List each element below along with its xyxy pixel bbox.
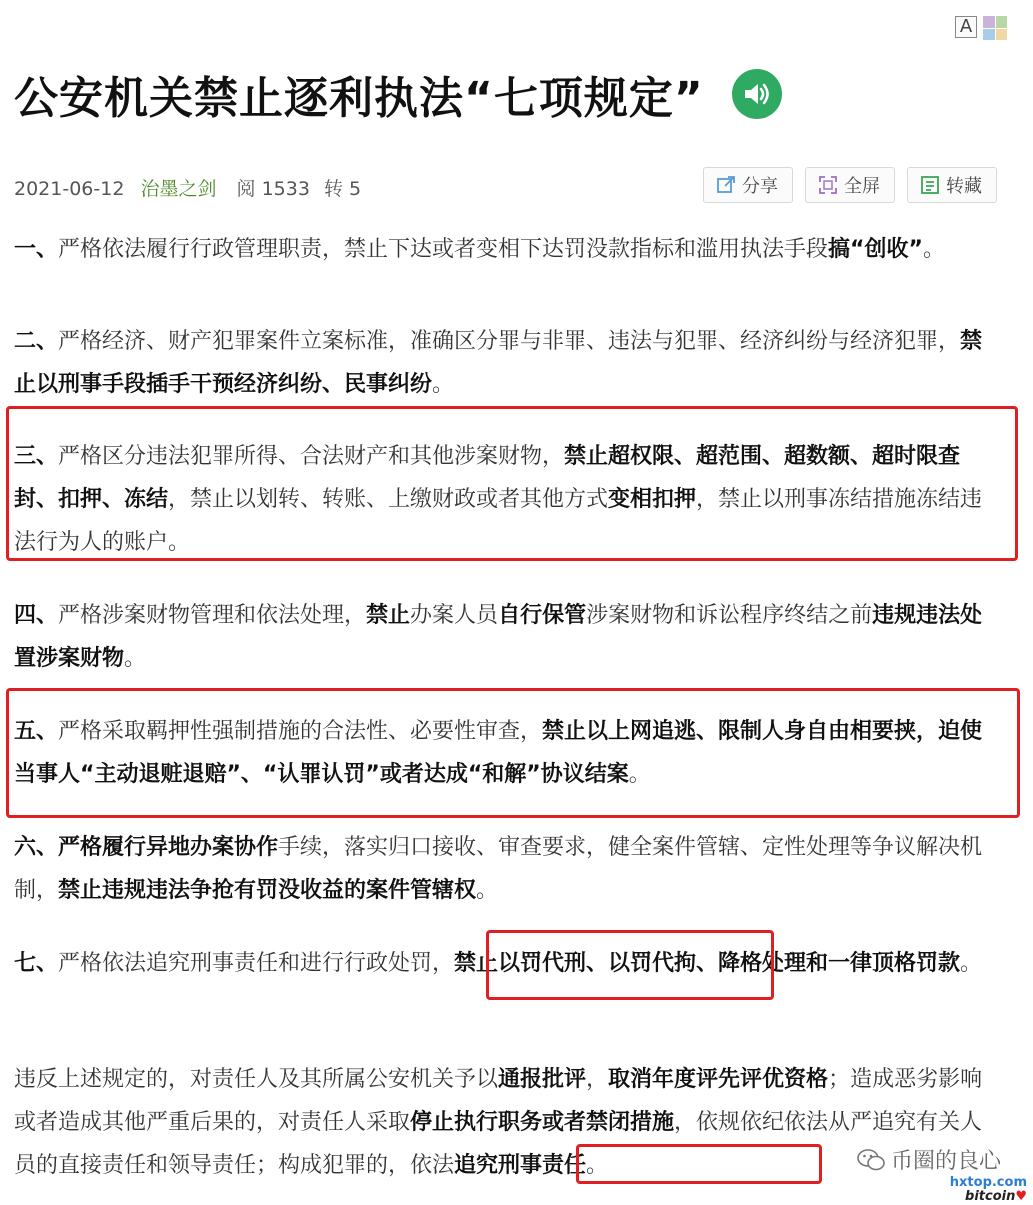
title-row — [14, 62, 782, 126]
reader-tools — [955, 16, 1007, 40]
fullscreen-button[interactable] — [805, 167, 895, 203]
rule-number: 六、 — [14, 835, 59, 860]
penalty-text: 违反上述规定的，对责任人及其所属公安机关予以 — [14, 1067, 499, 1092]
penalty-emphasis: 追究刑事责任 — [454, 1153, 587, 1178]
rule-text: 办案人员 — [410, 603, 499, 628]
author-link[interactable]: 治墨之剑 — [140, 178, 217, 200]
rule-emphasis: 禁止以刑事手段插手干预经济纠纷、民事纠纷 — [14, 329, 983, 397]
font-size-icon[interactable]: A — [955, 16, 977, 38]
penalty-text: ， — [586, 1067, 609, 1092]
rule-text: 。 — [476, 878, 499, 903]
rule-emphasis: 搞“创收” — [828, 237, 923, 262]
rule-emphasis: 违规违法处置涉案财物 — [14, 603, 983, 671]
watermark-tag: bitcoin — [965, 1189, 1016, 1204]
color-theme-icon[interactable] — [983, 16, 1007, 40]
rule-text: 。 — [432, 372, 455, 397]
highlight-box — [6, 688, 1020, 818]
collect-label: 转藏 — [946, 176, 982, 197]
penalty-text: 。 — [586, 1153, 609, 1178]
rule-number: 七、 — [14, 951, 59, 976]
penalty-emphasis: 停止执行职务或者禁闭措施 — [410, 1110, 675, 1135]
rule-2 — [14, 320, 1004, 406]
penalty-emphasis: 取消年度评先评优资格 — [608, 1067, 829, 1092]
fullscreen-label: 全屏 — [844, 176, 880, 197]
rule-text: 。 — [922, 237, 945, 262]
rule-number: 二、 — [14, 329, 59, 354]
fullscreen-icon — [818, 175, 838, 195]
speaker-icon[interactable] — [732, 69, 782, 119]
rule-number: 四、 — [14, 603, 59, 628]
collect-button[interactable] — [907, 167, 997, 203]
penalty-text: ；造成恶劣影响或者造成其他严重后果的，对责任人采取 — [14, 1067, 983, 1135]
rule-text: 涉案财物和诉讼程序终结之前 — [586, 603, 873, 628]
post-date: 2021-06-12 — [14, 178, 125, 200]
rule-emphasis: 禁止以罚代刑、以罚代拘、降格处理和一律顶格罚款 — [454, 951, 961, 976]
share-button[interactable] — [703, 167, 793, 203]
rule-text: 。 — [124, 646, 147, 671]
rule-text: 严格依法追究刑事责任和进行行政处罚， — [58, 951, 455, 976]
rule-emphasis: 严格履行异地办案协作 — [58, 835, 279, 860]
rule-text: ，禁止以刑事冻结措施冻结违法行为人的账户。 — [14, 487, 983, 555]
rule-number: 一、 — [14, 237, 59, 262]
rule-text: 严格涉案财物管理和依法处理， — [58, 603, 367, 628]
share-label: 分享 — [742, 176, 778, 197]
heart-icon: ♥ — [1015, 1189, 1027, 1204]
rule-text: 严格经济、财产犯罪案件立案标准，准确区分罪与非罪、违法与犯罪、经济纠纷与经济犯罪， — [58, 329, 961, 354]
penalty-text: ，依规依纪依法从严追究有关人员的直接责任和领导责任；构成犯罪的，依法 — [14, 1110, 983, 1178]
rule-number: 三、 — [14, 444, 59, 469]
rule-text: 。 — [628, 762, 651, 787]
rule-text: 手续，落实归口接收、审查要求，健全案件管辖、定性处理等争议解决机制， — [14, 835, 983, 903]
article-meta — [14, 174, 361, 201]
wechat-watermark — [857, 1144, 1001, 1175]
rule-emphasis: 禁止违规违法争抢有罚没收益的案件管辖权 — [58, 878, 477, 903]
rule-emphasis: 禁止 — [366, 603, 411, 628]
site-watermark — [950, 1176, 1027, 1204]
rule-6 — [14, 826, 1004, 912]
rule-text: 严格采取羁押性强制措施的合法性、必要性审查， — [58, 719, 543, 744]
rule-1 — [14, 228, 1004, 271]
article-title: 公安机关禁止逐利执法“七项规定” — [14, 73, 704, 124]
rule-emphasis: 禁止以上网追逃、限制人身自由相要挟，迫使当事人“主动退赃退赔”、“认罪认罚”或者达成“和解”协议结案 — [14, 719, 983, 787]
repost-count: 转 5 — [323, 178, 362, 200]
highlight-box — [486, 930, 774, 1000]
collect-icon — [920, 175, 940, 195]
rule-text: 。 — [960, 951, 983, 976]
rule-text: 严格区分违法犯罪所得、合法财产和其他涉案财物， — [58, 444, 565, 469]
watermark-name: 币圈的良心 — [890, 1149, 1001, 1174]
rule-emphasis: 变相扣押 — [608, 487, 697, 512]
watermark-site: hxtop.com — [949, 1175, 1027, 1190]
highlight-box — [576, 1144, 822, 1184]
highlight-box — [6, 406, 1018, 561]
penalty-emphasis: 通报批评 — [498, 1067, 587, 1092]
rule-emphasis: 禁止超权限、超范围、超数额、超时限查封、扣押、冻结 — [14, 444, 961, 512]
rule-emphasis: 自行保管 — [498, 603, 587, 628]
rule-text: ，禁止以划转、转账、上缴财政或者其他方式 — [168, 487, 609, 512]
penalty-paragraph — [14, 1058, 1004, 1187]
share-icon — [716, 175, 736, 195]
rule-4 — [14, 594, 1004, 680]
wechat-icon — [857, 1148, 885, 1172]
rule-text: 严格依法履行行政管理职责，禁止下达或者变相下达罚没款指标和滥用执法手段 — [58, 237, 829, 262]
rule-number: 五、 — [14, 719, 59, 744]
read-count: 阅 1533 — [236, 178, 310, 200]
action-buttons — [703, 167, 997, 203]
